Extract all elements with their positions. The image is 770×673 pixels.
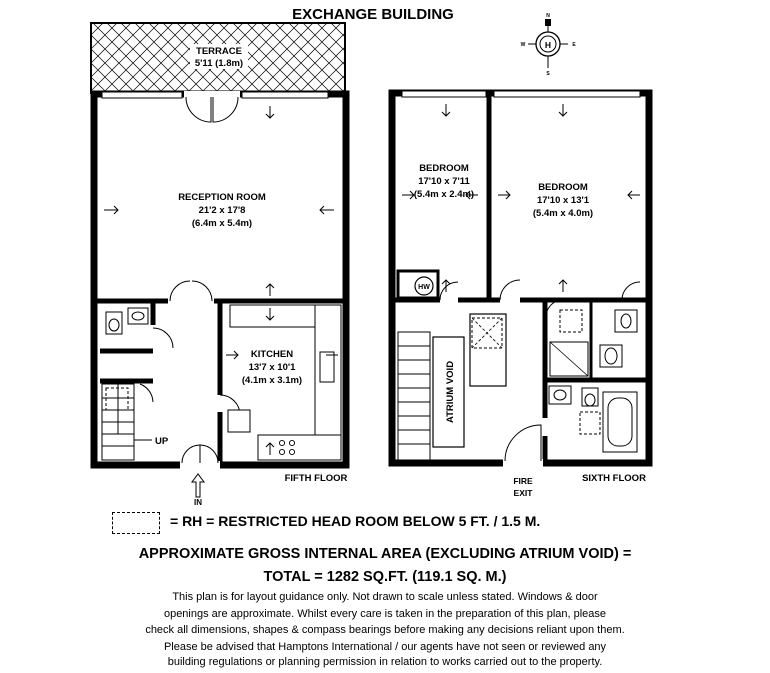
entrance-label: IN (194, 498, 202, 507)
disclaimer-line-4: Please be advised that Hamptons International / our agents have not seen or reviewed any (163, 640, 607, 653)
gross-area-heading: APPROXIMATE GROSS INTERNAL AREA (EXCLUDING ATRIUM VOID) = (138, 546, 632, 562)
compass-e: E (572, 42, 576, 48)
bedroom2-name: BEDROOM (538, 182, 588, 193)
disclaimer-line-1: This plan is for layout guidance only. Not drawn to scale unless stated. Windows & door (172, 591, 598, 603)
stairs-up-label: UP (155, 436, 169, 447)
bedroom2-dims-imperial: 17'10 x 13'1 (536, 195, 590, 206)
fire-label: FIRE (513, 476, 533, 486)
disclaimer-line-5: building regulations or planning permission in relation to works carried out to the property. (167, 656, 603, 668)
terrace-dims: 5'11 (1.8m) (194, 58, 244, 69)
hw-label: HW (418, 284, 430, 291)
disclaimer-line-3: check all dimensions, shapes & compass bearings before making any decisions reliant upon them. (145, 624, 625, 636)
kitchen-dims-imperial: 13'7 x 10'1 (248, 362, 296, 373)
kitchen-name: KITCHEN (250, 349, 294, 360)
bedroom1-dims-imperial: 17'10 x 7'11 (418, 176, 470, 187)
exit-label: EXIT (513, 488, 533, 498)
reception-name: RECEPTION ROOM (178, 192, 266, 203)
restricted-head-room-legend: = RH = RESTRICTED HEAD ROOM BELOW 5 FT. / 1.5 M. (170, 513, 541, 529)
compass-s: S (546, 71, 550, 77)
terrace-label: TERRACE (196, 46, 242, 57)
bedroom1-name: BEDROOM (419, 163, 469, 174)
disclaimer-line-2: openings are approximate. Whilst every care is taken in the preparation of this plan, please (163, 607, 607, 620)
building-title: EXCHANGE BUILDING (292, 6, 454, 23)
compass-letter: H (544, 40, 552, 50)
gross-area-total: TOTAL = 1282 SQ.FT. (119.1 SQ. M.) (263, 569, 507, 585)
bedroom2-dims-metric: (5.4m x 4.0m) (532, 208, 594, 219)
restricted-head-room-legend-box (112, 512, 160, 534)
compass-w: W (520, 42, 526, 48)
sixth-floor-plan (392, 91, 649, 498)
bedroom1-dims-metric: (5.4m x 2.4m) (413, 189, 475, 200)
fifth-floor-plan (91, 23, 348, 507)
compass-n: N (546, 13, 550, 19)
reception-dims-metric: (6.4m x 5.4m) (191, 218, 253, 229)
compass-rose (521, 13, 577, 77)
sixth-floor-label: SIXTH FLOOR (582, 473, 646, 484)
atrium-label: ATRIUM VOID (445, 360, 456, 424)
reception-dims-imperial: 21'2 x 17'8 (198, 205, 246, 216)
fifth-floor-label: FIFTH FLOOR (284, 473, 348, 484)
kitchen-dims-metric: (4.1m x 3.1m) (241, 375, 303, 386)
